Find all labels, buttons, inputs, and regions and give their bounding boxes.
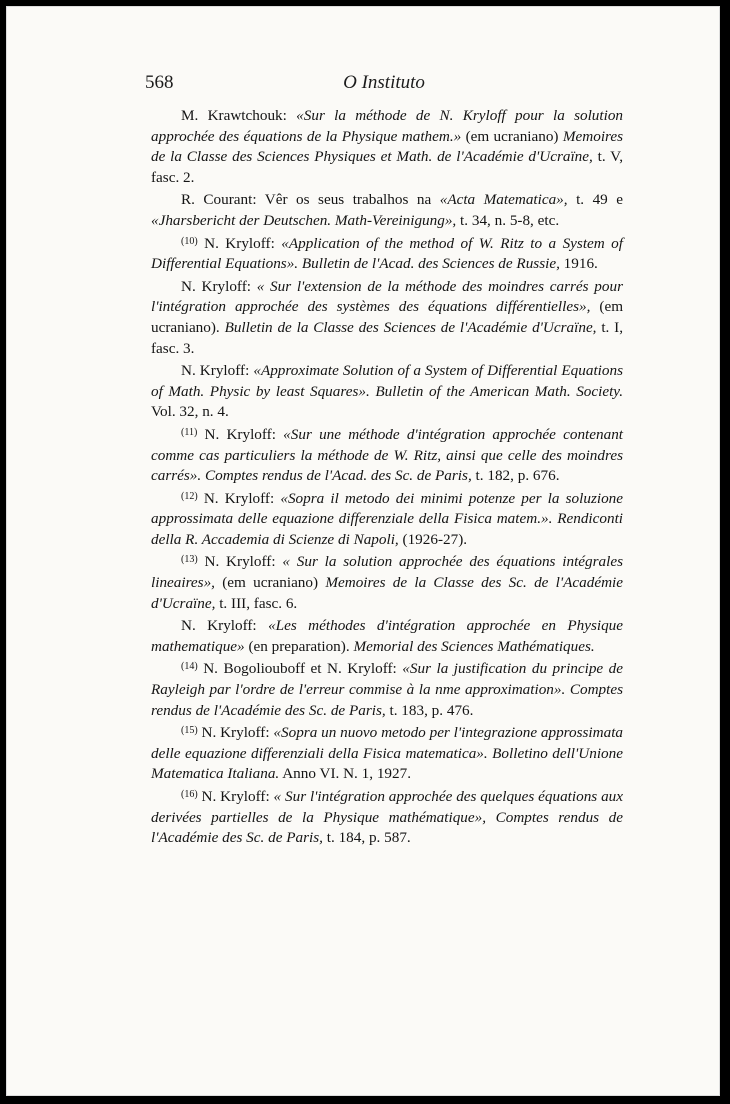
reference-author: N. Kryloff: bbox=[204, 425, 276, 443]
reference-note: (em ucraniano) bbox=[222, 574, 319, 592]
reference-source: Comptes rendus de l'Académie des Sc. de Paris, bbox=[151, 681, 624, 719]
footnote-marker: (15) bbox=[181, 725, 198, 737]
reference-paragraph bbox=[151, 657, 623, 721]
page-number: 568 bbox=[145, 72, 174, 93]
reference-title: «Sur une méthode d'intégration approchée contenant comme cas particuliers la méthode de W. Ritz, ainsi que celle des moindres carrés». bbox=[151, 425, 624, 485]
reference-note: (em ucraniano) bbox=[465, 127, 559, 145]
reference-source: Comptes rendus de l'Académie des Sc. de Paris, bbox=[151, 808, 623, 847]
page-sheet bbox=[6, 6, 720, 1096]
reference-paragraph bbox=[151, 104, 623, 188]
reference-details: Anno VI. N. 1, 1927. bbox=[282, 765, 412, 783]
reference-author: N. Bogoliouboff et N. Kryloff: bbox=[203, 660, 397, 678]
reference-details: t. 183, p. 476. bbox=[389, 701, 474, 719]
reference-note: (en preparation). bbox=[248, 637, 350, 655]
reference-title: « Sur l'extension de la méthode des moindres carrés pour l'intégration approchée des systèmes des équations différentielles», bbox=[151, 277, 623, 316]
reference-note: t. 49 e bbox=[576, 191, 624, 209]
reference-source: Comptes rendus de l'Acad. des Sc. de Paris, bbox=[205, 467, 472, 485]
reference-note: (em ucraniano). bbox=[151, 298, 624, 336]
reference-paragraph bbox=[151, 275, 623, 359]
footnote-marker: (13) bbox=[181, 554, 198, 566]
reference-author: N. Kryloff: bbox=[204, 234, 275, 252]
reference-details: t. 184, p. 587. bbox=[326, 829, 411, 847]
reference-paragraph bbox=[151, 188, 623, 231]
reference-author: N. Kryloff: bbox=[181, 362, 250, 380]
reference-details: t. III, fasc. 6. bbox=[219, 594, 298, 612]
reference-paragraph bbox=[151, 550, 623, 614]
reference-title: «Sopra un nuovo metodo per l'integrazione approssimata delle equazione differenziali della Fisica matematica». bbox=[151, 724, 624, 762]
reference-details: t. I, fasc. 3. bbox=[151, 318, 624, 357]
reference-author: N. Kryloff: bbox=[204, 553, 276, 571]
reference-title: «Sur la justification du principe de Rayleigh par l'ordre de l'erreur commise à la nme approximation». bbox=[151, 660, 624, 699]
reference-details: t. V, fasc. 2. bbox=[151, 148, 623, 186]
reference-paragraph bbox=[151, 423, 623, 487]
reference-title: «Application of the method of W. Ritz to a System of Differential Equations». bbox=[151, 234, 623, 273]
reference-paragraph bbox=[151, 487, 623, 551]
reference-paragraph bbox=[151, 785, 623, 849]
page-header bbox=[145, 72, 623, 94]
reference-source: Bulletin de la Classe des Sciences de l'Académie d'Ucraïne, bbox=[224, 318, 597, 336]
reference-list bbox=[151, 104, 623, 849]
reference-details: t. 182, p. 676. bbox=[475, 467, 560, 485]
footnote-marker: (16) bbox=[181, 789, 198, 800]
reference-paragraph bbox=[151, 232, 623, 275]
reference-details: (1926-27). bbox=[402, 530, 468, 548]
reference-details: Vol. 32, n. 4. bbox=[151, 403, 229, 421]
reference-author: R. Courant: Vêr os seus trabalhos na bbox=[181, 191, 432, 209]
reference-author: N. Kryloff: bbox=[181, 277, 251, 295]
reference-paragraph bbox=[151, 721, 623, 785]
reference-source: «Jharsbericht der Deutschen. Math-Vereinigung», bbox=[151, 211, 457, 229]
reference-paragraph bbox=[151, 614, 623, 657]
reference-author: N. Kryloff: bbox=[201, 788, 270, 805]
reference-source: Memoires de la Classe des Sc. de l'Académie d'Ucraïne, bbox=[151, 574, 624, 612]
reference-source: Memoires de la Classe des Sciences Physiques et Math. de l'Académie d'Ucraïne, bbox=[151, 127, 624, 166]
reference-author: N. Kryloff: bbox=[203, 489, 275, 507]
journal-title: O Instituto bbox=[343, 72, 425, 93]
reference-title: « Sur la solution approchée des équations intégrales lineaires», bbox=[151, 553, 624, 592]
reference-source: Bulletin de l'Acad. des Sciences de Russie, bbox=[301, 255, 560, 273]
reference-author: M. Krawtchouk: bbox=[181, 107, 287, 124]
reference-author: N. Kryloff: bbox=[181, 617, 257, 635]
reference-title: «Approximate Solution of a System of Differential Equations of Math. Physic by least Squares». bbox=[151, 362, 623, 400]
reference-source: Bolletino dell'Unione Matematica Italiana. bbox=[151, 744, 623, 783]
reference-paragraph bbox=[151, 359, 623, 423]
reference-title: « Sur l'intégration approchée des quelques équations aux derivées partielles de la Physique mathématique», bbox=[151, 788, 624, 826]
reference-title: «Les méthodes d'intégration approchée en Physique mathematique» bbox=[151, 617, 624, 655]
footnote-marker: (12) bbox=[181, 490, 198, 502]
footnote-marker: (14) bbox=[181, 661, 198, 673]
reference-source: Memorial des Sciences Mathématiques. bbox=[353, 637, 595, 655]
reference-details: 1916. bbox=[563, 255, 598, 273]
reference-author: N. Kryloff: bbox=[201, 724, 270, 742]
reference-source: Rendiconti della R. Accademia di Scienze di Napoli, bbox=[151, 510, 624, 548]
reference-source: Bulletin of the American Math. Society. bbox=[375, 382, 624, 400]
footnote-marker: (11) bbox=[181, 426, 198, 438]
reference-title: «Acta Matematica», bbox=[439, 191, 568, 209]
footnote-marker: (10) bbox=[181, 235, 198, 247]
reference-details: t. 34, n. 5-8, etc. bbox=[460, 211, 560, 229]
reference-title: «Sur la méthode de N. Kryloff pour la solution approchée des équations de la Physique mathem.» bbox=[151, 107, 624, 145]
reference-title: «Sopra il metodo dei minimi potenze per la soluzione approssimata delle equazione differenziale della Fisica matem.». bbox=[151, 489, 623, 528]
